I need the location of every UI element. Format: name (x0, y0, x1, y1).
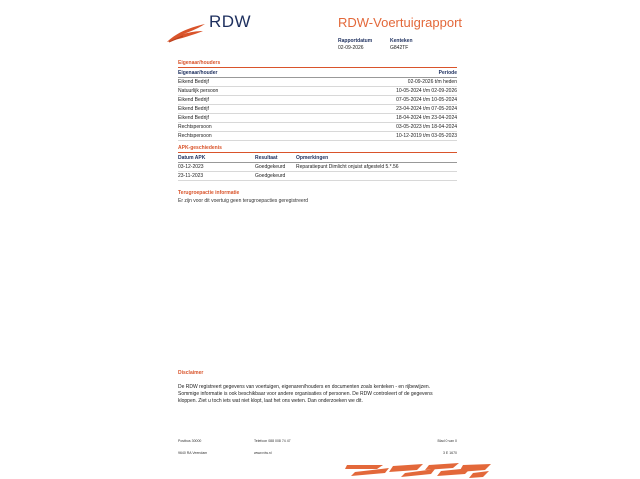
footer-page-info (430, 435, 457, 459)
period-cell: 10-05-2024 t/m 02-09-2026 (396, 88, 457, 94)
footer-address (178, 435, 207, 459)
report-date-value: 02-09-2026 (338, 45, 364, 51)
owner-cell: Eikend Bedrijf (178, 115, 209, 121)
footer-web[interactable]: www.rdw.nl (254, 451, 272, 455)
table-row (178, 114, 457, 123)
owner-cell: Eikend Bedrijf (178, 79, 209, 85)
apk-title: APK-geschiedenis (178, 145, 457, 153)
table-row (178, 105, 457, 114)
disclaimer-line: De RDW registreert gegevens van voertuigen, eigenaren/houders en documenten zoals kenteken - en rijbewijzen. (178, 384, 431, 390)
apk-date-cell: 23-11-2023 (178, 173, 204, 179)
owner-cell: Rechtspersoon (178, 133, 212, 139)
footer-phone: Telefoon 088 008 74 47 (254, 439, 291, 443)
disclaimer-title: Disclaimer (178, 370, 204, 376)
apk-result-cell: Goedgekeurd (255, 164, 286, 170)
logo-text: RDW (209, 12, 252, 31)
period-cell: 03-05-2023 t/m 18-04-2024 (396, 124, 457, 130)
table-row (178, 96, 457, 105)
table-row (178, 163, 457, 172)
license-plate (390, 38, 413, 52)
period-cell: 10-12-2019 t/m 03-05-2023 (396, 133, 457, 139)
recall-section (178, 190, 457, 204)
apk-result-cell: Goedgekeurd (255, 173, 286, 179)
recall-text: Er zijn voor dit voertuig geen terugroepacties geregistreerd (178, 198, 309, 204)
footer-page: Blad 0 van 0 (437, 439, 457, 443)
period-cell: 07-05-2024 t/m 10-05-2024 (396, 97, 457, 103)
report-date (338, 38, 372, 52)
rdw-swoosh-icon (165, 22, 207, 44)
footer-code: 3 E 1670 (442, 451, 457, 455)
owners-col-period: Periode (438, 70, 457, 76)
owners-col-owner: Eigenaar/houder (178, 70, 218, 76)
owner-cell: Eikend Bedrijf (178, 106, 209, 112)
disclaimer-line: kloppen. Ziet u toch iets wat niet klopt, laat het ons weten. Dan onderzoeken we dit. (178, 398, 363, 404)
table-row (178, 172, 457, 181)
report-date-label: Rapportdatum (338, 38, 373, 44)
apk-col-remarks: Opmerkingen (296, 155, 329, 161)
table-row (178, 87, 457, 96)
period-cell: 02-09-2026 t/m heden (407, 79, 457, 85)
footer-city: 9640 RA Veendam (178, 451, 208, 455)
disclaimer-section (178, 370, 468, 405)
footer-contact (254, 435, 291, 459)
period-cell: 23-04-2024 t/m 07-05-2024 (396, 106, 457, 112)
owners-section (178, 60, 457, 141)
apk-header-row (178, 154, 457, 163)
apk-col-result: Resultaat (255, 155, 278, 161)
table-row (178, 132, 457, 141)
decorative-stripes-icon (345, 462, 493, 479)
rdw-logo (165, 12, 251, 46)
apk-remarks-cell: Reparatiepunt Dimlicht onjuist afgesteld 5.*.56 (296, 164, 399, 170)
license-plate-value: G842TF (390, 45, 409, 51)
period-cell: 18-04-2024 t/m 23-04-2024 (396, 115, 457, 121)
recall-title: Terugroepactie informatie (178, 190, 240, 196)
report-title: RDW-Voertuigrapport (338, 15, 463, 30)
owner-cell: Rechtspersoon (178, 124, 212, 130)
owners-header-row (178, 69, 457, 78)
owner-cell: Eikend Bedrijf (178, 97, 209, 103)
apk-date-cell: 03-12-2023 (178, 164, 204, 170)
apk-section (178, 145, 457, 181)
apk-col-date: Datum APK (178, 155, 206, 161)
owner-cell: Natuurlijk persoon (178, 88, 219, 94)
license-plate-label: Kenteken (390, 38, 413, 44)
disclaimer-line: Sommige informatie is ook beschikbaar voor andere organisaties of personen. De RDW controleert of de gegevens (178, 391, 433, 397)
apk-remarks-cell (296, 172, 457, 180)
footer-postbus: Postbus 30000 (178, 439, 202, 443)
table-row (178, 123, 457, 132)
owners-title: Eigenaar/houders (178, 60, 457, 68)
table-row (178, 78, 457, 87)
